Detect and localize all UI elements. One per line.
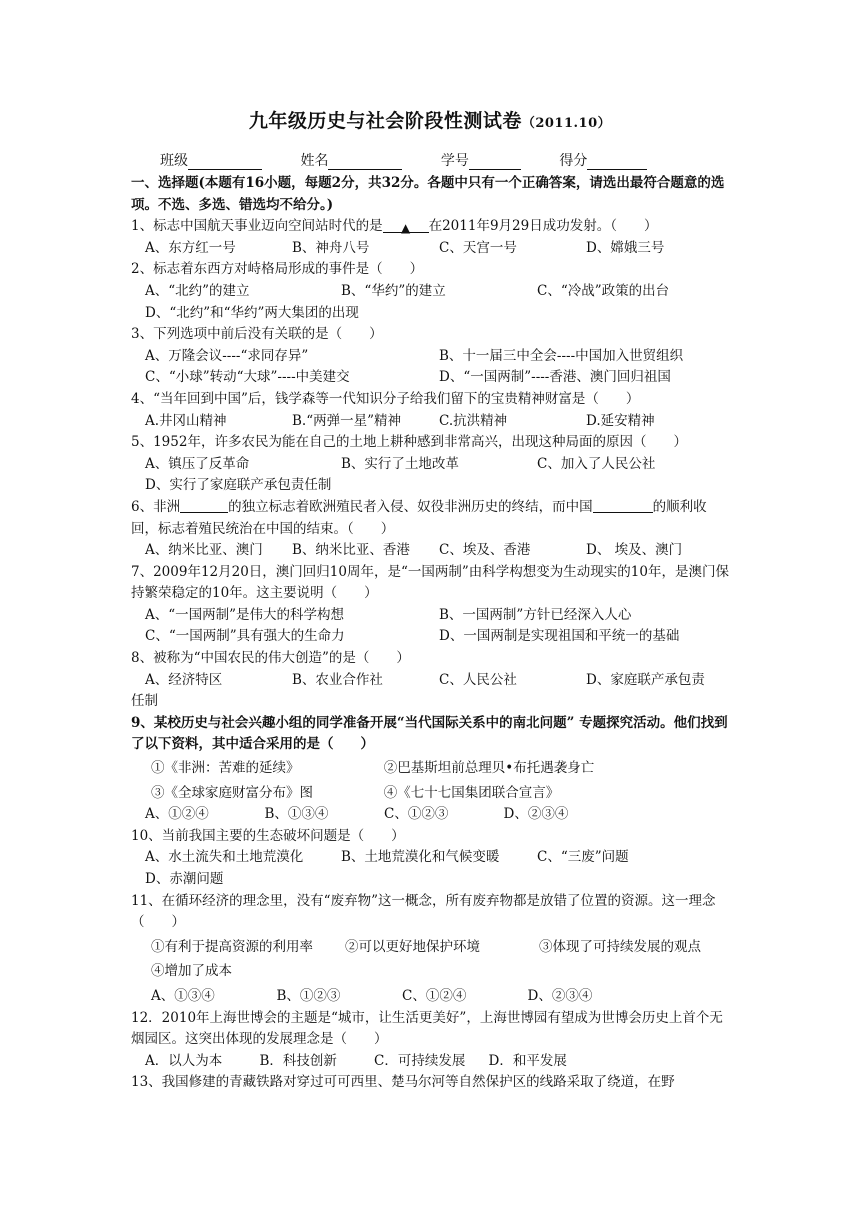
q6-stem-c: 的顺利收回，标志着殖民统治在中国的结束。（ ） [131, 498, 707, 537]
q12-option-d[interactable]: D．和平发展 [488, 1052, 567, 1069]
q7-options-cd [131, 626, 733, 648]
q9-item-4: ④《七十七国集团联合宣言》 [383, 784, 560, 801]
q9-item-3: ③《全球家庭财富分布》图 [151, 784, 313, 801]
question-1 [131, 216, 733, 238]
exam-content [131, 173, 733, 1094]
q8-option-d-tail: 任制 [131, 693, 158, 710]
q4-options [131, 411, 733, 433]
q7-options-ab [131, 605, 733, 627]
name-blank[interactable] [328, 154, 402, 170]
q6-blank-1 [180, 498, 228, 513]
q9-option-c[interactable]: C、①②③ [384, 806, 449, 823]
q11-items-123 [131, 937, 733, 959]
q9-item-1: ①《非洲：苦难的延续》 [151, 760, 300, 777]
q11-item-4: ④增加了成本 [151, 963, 232, 980]
question-11: 11、在循环经济的理念里，没有“废弃物”这一概念，所有废弃物都是放错了位置的资源。这一理念（ ） [131, 892, 716, 931]
q3-option-a[interactable]: A、万隆会议----“求同存异” [145, 347, 309, 364]
q4-option-b[interactable]: B.“两弹一星”精神 [292, 412, 402, 429]
score-field [559, 150, 647, 170]
exam-title-date: （2011.10） [521, 116, 612, 131]
q1-stem-b: 在2011年9月29日成功发射。（ ） [428, 218, 658, 235]
score-blank[interactable] [587, 154, 647, 170]
q6-stem-a: 6、非洲 [131, 498, 181, 515]
question-10: 10、当前我国主要的生态破坏问题是（ ） [131, 827, 405, 844]
question-12: 12．2010年上海世博会的主题是“城市，让生活更美好”，上海世博园有望成为世博会历史上首个无烟园区。这突出体现的发展理念是（ ） [131, 1009, 723, 1048]
name-label: 姓名 [300, 153, 329, 169]
q5-options [131, 454, 733, 476]
triangle-icon: ▲ [400, 221, 411, 236]
q4-option-c[interactable]: C.抗洪精神 [439, 412, 508, 429]
class-field [160, 150, 262, 170]
q11-option-d[interactable]: D、②③④ [527, 987, 593, 1004]
q8-option-c[interactable]: C、人民公社 [439, 671, 517, 688]
q10-option-b[interactable]: B、土地荒漠化和气候变暖 [341, 849, 500, 866]
q1-options [131, 238, 733, 260]
q6-option-b[interactable]: B、纳米比亚、香港 [292, 542, 410, 559]
class-label: 班级 [160, 153, 188, 169]
q2-option-a[interactable]: A、“北约”的建立 [145, 282, 250, 299]
q9-option-b[interactable]: B、①③④ [264, 806, 329, 823]
number-blank[interactable] [469, 154, 521, 170]
q4-option-d[interactable]: D.延安精神 [586, 412, 655, 429]
q8-option-d[interactable]: D、家庭联产承包责 [586, 671, 705, 688]
q2-options [131, 281, 733, 303]
q10-option-c[interactable]: C、“三废”问题 [537, 849, 629, 866]
student-info-row [160, 150, 760, 170]
q1-option-b[interactable]: B、神舟八号 [292, 239, 370, 256]
q9-items-12 [131, 758, 733, 780]
question-7: 7、2009年12月20日，澳门回归10周年，是“一国两制”由科学构想变为生动现实的10年，是澳门保持繁荣稳定的10年。这主要说明（ ） [131, 563, 729, 602]
q12-option-b[interactable]: B．科技创新 [259, 1052, 337, 1069]
score-label: 得分 [559, 153, 588, 169]
q7-option-c[interactable]: C、“一国两制”具有强大的生命力 [145, 628, 345, 645]
number-label: 学号 [440, 153, 469, 169]
q1-option-c[interactable]: C、天宫一号 [439, 239, 517, 256]
q6-option-a[interactable]: A、纳米比亚、澳门 [145, 542, 263, 559]
q8-options [131, 670, 733, 692]
question-9: 9、某校历史与社会兴趣小组的同学准备开展“当代国际关系中的南北问题” 专题探究活动。他们找到了以下资料，其中适合采用的是（ ） [131, 714, 728, 753]
q7-option-b[interactable]: B、一国两制”方针已经深入人心 [439, 606, 632, 623]
section-heading: 一、选择题(本题有16小题，每题2分，共32分。各题中只有一个正确答案，请选出最符合题意的选项。不选、多选、错选均不给分。) [131, 175, 725, 213]
question-8: 8、被称为“中国农民的伟大创造”的是（ ） [131, 650, 410, 667]
q3-option-d[interactable]: D、“一国两制”----香港、澳门回归祖国 [439, 369, 671, 386]
exam-title [0, 106, 860, 133]
question-4: 4、“当年回到中国”后，钱学森等一代知识分子给我们留下的宝贵精神财富是（ ） [131, 390, 640, 407]
q8-option-a[interactable]: A、经济特区 [145, 671, 223, 688]
q12-option-c[interactable]: C．可持续发展 [374, 1052, 466, 1069]
q6-option-c[interactable]: C、埃及、香港 [439, 542, 531, 559]
q11-option-a[interactable]: A、①③④ [151, 987, 215, 1004]
q9-options [131, 804, 733, 826]
class-blank[interactable] [188, 154, 262, 170]
q9-items-34 [131, 783, 733, 805]
q6-blank-2 [593, 498, 653, 513]
question-6 [131, 497, 733, 540]
name-field [300, 150, 402, 170]
exam-title-main: 九年级历史与社会阶段性测试卷 [248, 110, 522, 132]
q5-option-c[interactable]: C、加入了人民公社 [537, 455, 656, 472]
q3-option-b[interactable]: B、十一届三中全会----中国加入世贸组织 [439, 347, 684, 364]
q11-option-b[interactable]: B、①②③ [276, 987, 341, 1004]
q1-blank [383, 218, 429, 236]
q10-options [131, 847, 733, 869]
q1-option-d[interactable]: D、嫦娥三号 [586, 239, 665, 256]
q12-option-a[interactable]: A．以人为本 [145, 1052, 223, 1069]
q11-item-2: ②可以更好地保护环境 [345, 938, 480, 955]
question-3: 3、下列选项中前后没有关联的是（ ） [131, 326, 383, 343]
number-field [441, 150, 521, 170]
q3-options-cd [131, 367, 733, 389]
q4-option-a[interactable]: A.井冈山精神 [145, 412, 227, 429]
q11-item-3: ③体现了可持续发展的观点 [539, 938, 701, 955]
q2-option-b[interactable]: B、“华约”的建立 [341, 282, 446, 299]
q1-option-a[interactable]: A、东方红一号 [145, 239, 236, 256]
q6-stem-b: 的独立标志着欧洲殖民者入侵、奴役非洲历史的终结，而中国 [228, 498, 593, 515]
q7-option-d[interactable]: D、一国两制是实现祖国和平统一的基础 [439, 628, 680, 645]
q10-option-a[interactable]: A、水土流失和土地荒漠化 [145, 849, 304, 866]
q11-item-1: ①有利于提高资源的利用率 [151, 938, 313, 955]
q2-option-d[interactable]: D、“北约”和“华约”两大集团的出现 [145, 304, 359, 321]
q12-options [131, 1051, 733, 1073]
q7-option-a[interactable]: A、“一国两制”是伟大的科学构想 [145, 606, 345, 623]
q9-option-a[interactable]: A、①②④ [145, 806, 209, 823]
q6-option-d[interactable]: D、 埃及、澳门 [586, 542, 683, 559]
q9-option-d[interactable]: D、②③④ [503, 806, 569, 823]
q2-option-c[interactable]: C、“冷战”政策的出台 [537, 282, 670, 299]
question-2: 2、标志着东西方对峙格局形成的事件是（ ） [131, 261, 424, 278]
q3-options-ab [131, 346, 733, 368]
q8-option-b[interactable]: B、农业合作社 [292, 671, 383, 688]
q9-item-2: ②巴基斯坦前总理贝•布托遇袭身亡 [383, 760, 595, 777]
question-5: 5、1952年，许多农民为能在自己的土地上耕种感到非常高兴，出现这种局面的原因（ ） [131, 434, 687, 451]
q3-option-c[interactable]: C、“小球”转动“大球”----中美建交 [145, 369, 350, 386]
q5-option-d[interactable]: D、实行了家庭联产承包责任制 [145, 477, 332, 494]
q10-option-d[interactable]: D、赤潮问题 [145, 871, 224, 887]
q6-options [131, 540, 733, 562]
q5-option-b[interactable]: B、实行了土地改革 [341, 455, 459, 472]
question-13: 13、我国修建的青藏铁路对穿过可可西里、楚马尔河等自然保护区的线路采取了绕道，在野 [131, 1074, 675, 1091]
q5-option-a[interactable]: A、镇压了反革命 [145, 455, 250, 472]
q11-options [131, 986, 733, 1008]
q1-stem-a: 1、标志中国航天事业迈向空间站时代的是 [131, 218, 383, 235]
q11-option-c[interactable]: C、①②④ [402, 987, 467, 1004]
